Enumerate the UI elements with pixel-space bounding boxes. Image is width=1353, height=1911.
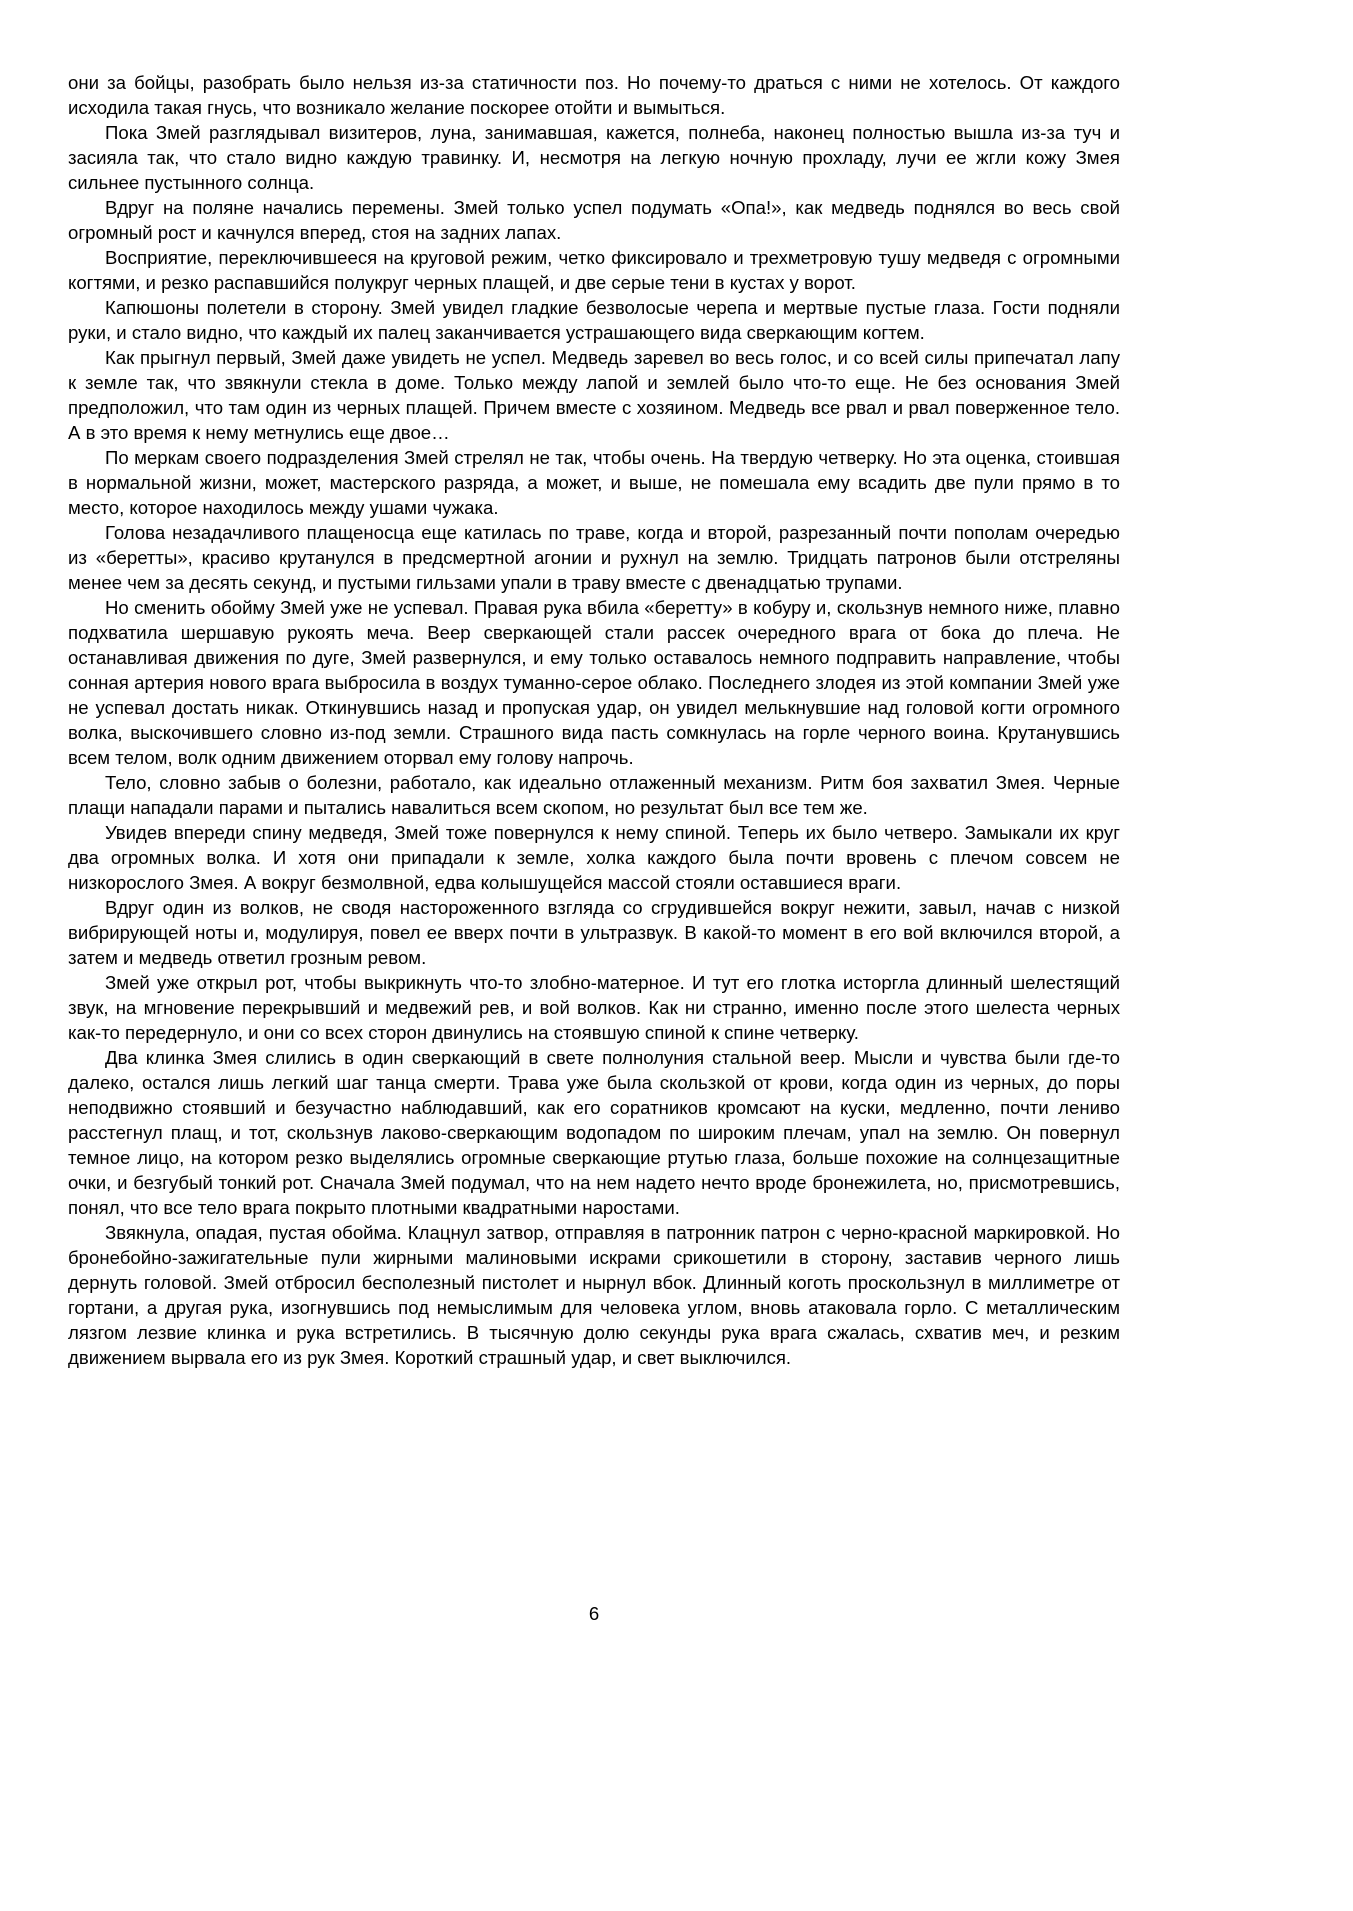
paragraph-14: Два клинка Змея слились в один сверкающий в свете полнолуния стальной веер. Мысли и чувства были где-то далеко, остался лишь легкий шаг танца смерти. Трава уже была скользкой от крови, когда один из черных, до поры неподвижно стоявший и безучастно наблюдавший, как его соратников кромсают на куски, медленно, почти лениво расстегнул плащ, и тот, скользнув лаково-сверкающим водопадом по широким плечам, упал на землю. Он повернул темное лицо, на котором резко выделялись огромные сверкающие ртутью глаза, больше похожие на солнцезащитные очки, и безгубый тонкий рот. Сначала Змей подумал, что на нем надето нечто вроде бронежилета, но, присмотревшись, понял, что все тело врага покрыто плотными квадратными наростами. [68,1047,1120,1218]
paragraph-8: Голова незадачливого плащеносца еще катилась по траве, когда и второй, разрезанный почти пополам очередью из «беретты», красиво крутанулся в предсмертной агонии и рухнул на землю. Тридцать патронов были отстреляны менее чем за десять секунд, и пустыми гильзами упали в траву вместе с двенадцатью трупами. [68,522,1120,593]
paragraph-9: Но сменить обойму Змей уже не успевал. Правая рука вбила «беретту» в кобуру и, скользнув немного ниже, плавно подхватила шершавую рукоять меча. Веер сверкающей стали рассек очередного врага от бока до плеча. Не останавливая движения по дуге, Змей развернулся, и ему только оставалось немного подправить направление, чтобы сонная артерия нового врага выбросила в воздух туманно-серое облако. Последнего злодея из этой компании Змей уже не успевал достать никак. Откинувшись назад и пропуская удар, он увидел мелькнувшие над головой когти огромного волка, выскочившего словно из-под земли. Страшного вида пасть сомкнулась на горле черного воина. Крутанувшись всем телом, волк одним движением оторвал ему голову напрочь. [68,597,1120,768]
paragraph-2: Пока Змей разглядывал визитеров, луна, занимавшая, кажется, полнеба, наконец полностью вышла из-за туч и засияла так, что стало видно каждую травинку. И, несмотря на легкую ночную прохладу, лучи ее жгли кожу Змея сильнее пустынного солнца. [68,122,1120,193]
paragraph-6: Как прыгнул первый, Змей даже увидеть не успел. Медведь заревел во весь голос, и со всей силы припечатал лапу к земле так, что звякнули стекла в доме. Только между лапой и землей было что-то еще. Не без основания Змей предположил, что там один из черных плащей. Причем вместе с хозяином. Медведь все рвал и рвал поверженное тело. А в это время к нему метнулись еще двое… [68,347,1120,443]
paragraph-10: Тело, словно забыв о болезни, работало, как идеально отлаженный механизм. Ритм боя захватил Змея. Черные плащи нападали парами и пытались навалиться всем скопом, но результат был все тем же. [68,772,1120,818]
page-number: 6 [588,1603,600,1624]
paragraph-15: Звякнула, опадая, пустая обойма. Клацнул затвор, отправляя в патронник патрон с черно-красной маркировкой. Но бронебойно-зажигательные пули жирными малиновыми искрами срикошетили в сторону, заставив черного лишь дернуть головой. Змей отбросил бесполезный пистолет и нырнул вбок. Длинный коготь проскользнул в миллиметре от гортани, а другая рука, изогнувшись под немыслимым для человека углом, вновь атаковала горло. С металлическим лязгом лезвие клинка и рука встретились. В тысячную долю секунды рука врага сжалась, схватив меч, и резким движением вырвала его из рук Змея. Короткий страшный удар, и свет выключился. [68,1222,1120,1368]
paragraph-5: Капюшоны полетели в сторону. Змей увидел гладкие безволосые черепа и мертвые пустые глаза. Гости подняли руки, и стало видно, что каждый их палец заканчивается устрашающего вида сверкающим когтем. [68,297,1120,343]
paragraph-13: Змей уже открыл рот, чтобы выкрикнуть что-то злобно-матерное. И тут его глотка исторгла длинный шелестящий звук, на мгновение перекрывший и медвежий рев, и вой волков. Как ни странно, именно после этого шелеста черных как-то передернуло, и они со всех сторон двинулись на стоявшую спиной к спине четверку. [68,972,1120,1043]
page-body [68,70,1120,1370]
paragraph-3: Вдруг на поляне начались перемены. Змей только успел подумать «Опа!», как медведь поднялся во весь свой огромный рост и качнулся вперед, стоя на задних лапах. [68,197,1120,243]
paragraph-1: они за бойцы, разобрать было нельзя из-за статичности поз. Но почему-то драться с ними не хотелось. От каждого исходила такая гнусь, что возникало желание поскорее отойти и вымыться. [68,72,1120,118]
paragraph-7: По меркам своего подразделения Змей стрелял не так, чтобы очень. На твердую четверку. Но эта оценка, стоившая в нормальной жизни, может, мастерского разряда, а может, и выше, не помешала ему всадить две пули прямо в то место, которое находилось между ушами чужака. [68,447,1120,518]
paragraph-12: Вдруг один из волков, не сводя настороженного взгляда со сгрудившейся вокруг нежити, завыл, начав с низкой вибрирующей ноты и, модулируя, повел ее вверх почти в ультразвук. В какой-то момент в его вой включился второй, а затем и медведь ответил грозным ревом. [68,897,1120,968]
paragraph-11: Увидев впереди спину медведя, Змей тоже повернулся к нему спиной. Теперь их было четверо. Замыкали их круг два огромных волка. И хотя они припадали к земле, холка каждого была почти вровень с плечом совсем не низкорослого Змея. А вокруг безмолвной, едва колышущейся массой стояли оставшиеся враги. [68,822,1120,893]
paragraph-4: Восприятие, переключившееся на круговой режим, четко фиксировало и трехметровую тушу медведя с огромными когтями, и резко распавшийся полукруг черных плащей, и две серые тени в кустах у ворот. [68,247,1120,293]
